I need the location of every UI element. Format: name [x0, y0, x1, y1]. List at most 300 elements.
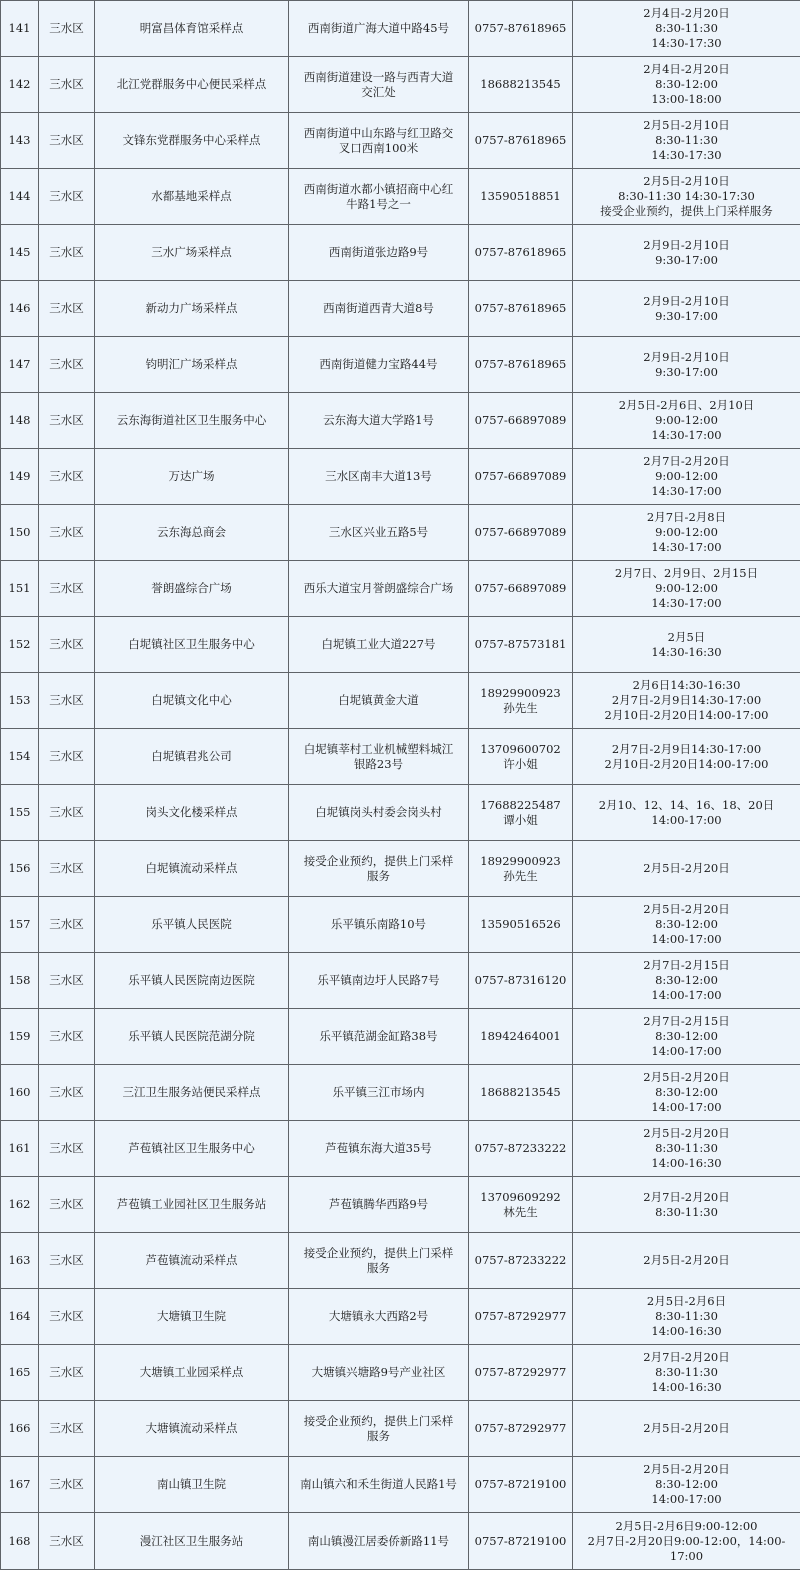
hours-cell [573, 841, 800, 897]
row-number-cell: 158 [1, 953, 39, 1009]
site-name-line: 明富昌体育馆采样点 [139, 21, 244, 35]
hours-line: 9:30-17:00 [655, 364, 718, 379]
phone-cell [469, 1065, 573, 1121]
district-cell: 三水区 [39, 1513, 95, 1570]
phone-cell [469, 225, 573, 281]
address-line: 西南街道中山东路与红卫路交 [303, 125, 454, 140]
hours-cell [573, 57, 800, 113]
table-row [1, 673, 800, 729]
hours-cell [573, 1009, 800, 1065]
address-line: 南山镇漫江居委侨新路11号 [307, 1533, 450, 1548]
row-number-cell: 153 [1, 673, 39, 729]
site-name-line: 大塘镇流动采样点 [145, 1421, 238, 1435]
table-body [1, 1, 800, 1570]
hours-cell [573, 1345, 800, 1401]
address-cell [289, 1, 469, 57]
phone-line: 0757-87618965 [474, 245, 567, 259]
row-number-cell: 163 [1, 1233, 39, 1289]
row-number-cell: 165 [1, 1345, 39, 1401]
phone-cell [469, 1177, 573, 1233]
row-number-cell: 143 [1, 113, 39, 169]
hours-cell [573, 897, 800, 953]
hours-cell [573, 169, 800, 225]
address-line: 乐平镇南边圩人民路7号 [317, 973, 440, 987]
phone-line: 谭小姐 [503, 812, 538, 827]
district-cell: 三水区 [39, 785, 95, 841]
site-name-line: 云东海总商会 [157, 525, 226, 539]
site-name-cell [95, 449, 289, 505]
phone-line: 17688225487 [480, 797, 561, 812]
address-line: 三水区兴业五路5号 [328, 525, 429, 539]
phone-line: 0757-87618965 [474, 21, 567, 35]
district-cell: 三水区 [39, 57, 95, 113]
address-line: 银路23号 [353, 756, 404, 771]
site-name-line: 大塘镇工业园采样点 [139, 1365, 244, 1379]
phone-cell [469, 505, 573, 561]
table-row [1, 729, 800, 785]
site-name-cell [95, 1513, 289, 1570]
row-number-cell: 167 [1, 1457, 39, 1513]
site-name-cell [95, 225, 289, 281]
phone-line: 0757-87618965 [474, 133, 567, 147]
site-name-line: 芦苞镇工业园社区卫生服务站 [116, 1197, 267, 1211]
address-line: 接受企业预约，提供上门采样 [303, 1413, 454, 1428]
table-row [1, 1009, 800, 1065]
site-name-line: 白坭镇君兆公司 [151, 749, 232, 763]
address-cell [289, 1289, 469, 1345]
table-row [1, 1121, 800, 1177]
table-row [1, 393, 800, 449]
address-cell [289, 897, 469, 953]
phone-cell [469, 1009, 573, 1065]
site-name-cell [95, 1121, 289, 1177]
hours-line: 8:30-11:30 [655, 1141, 718, 1155]
phone-cell [469, 1121, 573, 1177]
hours-line: 14:00-17:00 [651, 988, 722, 1002]
hours-line: 9:00-12:00 [655, 469, 718, 483]
phone-line: 0757-87292977 [474, 1421, 567, 1435]
phone-line: 许小姐 [503, 756, 538, 771]
hours-line: 2月5日-2月20日 [643, 1070, 730, 1084]
phone-cell [469, 673, 573, 729]
phone-line: 18929900923 [480, 685, 561, 700]
hours-line: 2月7日-2月20日9:00-12:00，14:00- [587, 1533, 786, 1548]
hours-line: 2月7日-2月20日 [643, 454, 730, 468]
hours-cell [573, 449, 800, 505]
phone-line: 0757-87316120 [474, 973, 567, 987]
row-number-cell: 148 [1, 393, 39, 449]
hours-line: 2月9日-2月10日 [643, 293, 730, 308]
table-row [1, 1, 800, 57]
address-line: 乐平镇范湖金缸路38号 [319, 1029, 438, 1043]
hours-line: 14:00-17:00 [651, 1044, 722, 1058]
phone-line: 0757-87219100 [474, 1477, 567, 1491]
phone-line: 孙先生 [503, 868, 538, 883]
address-line: 乐平镇三江市场内 [332, 1085, 425, 1099]
address-line: 南山镇六和禾生街道人民路1号 [300, 1477, 457, 1491]
hours-line: 14:00-16:30 [651, 1380, 722, 1394]
site-name-cell [95, 57, 289, 113]
address-line: 交汇处 [361, 84, 396, 99]
hours-cell [573, 1457, 800, 1513]
district-cell: 三水区 [39, 1065, 95, 1121]
row-number-cell: 160 [1, 1065, 39, 1121]
address-cell [289, 225, 469, 281]
hours-line: 8:30-11:30 [655, 1309, 718, 1323]
table-row [1, 1289, 800, 1345]
site-name-line: 岗头文化楼采样点 [145, 805, 238, 819]
row-number-cell: 161 [1, 1121, 39, 1177]
address-line: 西乐大道宝月誉朗盛综合广场 [303, 581, 454, 595]
site-name-line: 白坭镇文化中心 [151, 693, 232, 707]
address-cell [289, 1065, 469, 1121]
hours-line: 14:30-17:00 [651, 540, 722, 554]
hours-line: 8:30-12:00 [655, 973, 718, 987]
phone-line: 0757-66897089 [474, 581, 567, 595]
phone-cell [469, 1, 573, 57]
hours-line: 2月5日-2月6日、2月10日 [618, 398, 755, 412]
table-row [1, 953, 800, 1009]
address-line: 乐平镇乐南路10号 [330, 917, 427, 931]
hours-line: 2月9日-2月10日 [643, 237, 730, 252]
row-number-cell: 144 [1, 169, 39, 225]
row-number-cell: 146 [1, 281, 39, 337]
row-number-cell: 151 [1, 561, 39, 617]
site-name-line: 万达广场 [168, 469, 215, 483]
address-line: 白坭镇莘村工业机械塑料城江 [303, 741, 454, 756]
hours-cell [573, 1233, 800, 1289]
phone-line: 孙先生 [503, 700, 538, 715]
district-cell: 三水区 [39, 449, 95, 505]
hours-line: 2月7日、2月9日、2月15日 [614, 566, 759, 580]
table-row [1, 1177, 800, 1233]
site-name-line: 水都基地采样点 [151, 189, 232, 203]
district-cell: 三水区 [39, 1401, 95, 1457]
address-line: 白坭镇黄金大道 [338, 693, 419, 707]
hours-cell [573, 1065, 800, 1121]
hours-line: 2月7日-2月9日14:30-17:00 [611, 693, 762, 707]
address-line: 牛路1号之一 [346, 196, 411, 211]
table-row [1, 785, 800, 841]
site-name-line: 芦苞镇社区卫生服务中心 [128, 1141, 255, 1155]
phone-cell [469, 729, 573, 785]
address-line: 西南街道西青大道8号 [323, 301, 434, 315]
address-cell [289, 1401, 469, 1457]
address-cell [289, 673, 469, 729]
address-line: 服务 [367, 1428, 390, 1443]
row-number-cell: 157 [1, 897, 39, 953]
district-cell: 三水区 [39, 393, 95, 449]
district-cell: 三水区 [39, 841, 95, 897]
district-cell: 三水区 [39, 1233, 95, 1289]
address-line: 接受企业预约，提供上门采样 [303, 853, 454, 868]
phone-line: 18929900923 [480, 853, 561, 868]
hours-line: 9:00-12:00 [655, 581, 718, 595]
site-name-cell [95, 1289, 289, 1345]
table-row [1, 617, 800, 673]
hours-line: 接受企业预约，提供上门采样服务 [600, 204, 773, 218]
site-name-line: 白坭镇社区卫生服务中心 [128, 637, 255, 651]
address-line: 接受企业预约，提供上门采样 [303, 1245, 454, 1260]
hours-line: 2月5日-2月6日9:00-12:00 [615, 1518, 758, 1533]
site-name-line: 南山镇卫生院 [157, 1477, 226, 1491]
district-cell: 三水区 [39, 1289, 95, 1345]
phone-line: 13590518851 [480, 189, 561, 203]
district-cell: 三水区 [39, 729, 95, 785]
row-number-cell: 150 [1, 505, 39, 561]
district-cell: 三水区 [39, 1457, 95, 1513]
hours-line: 8:30-11:30 [655, 1365, 718, 1379]
phone-line: 0757-87292977 [474, 1309, 567, 1323]
table-row [1, 841, 800, 897]
table-row [1, 561, 800, 617]
district-cell: 三水区 [39, 225, 95, 281]
address-cell [289, 505, 469, 561]
district-cell: 三水区 [39, 281, 95, 337]
address-cell [289, 337, 469, 393]
phone-line: 18688213545 [480, 77, 561, 91]
hours-line: 2月7日-2月15日 [643, 958, 730, 972]
phone-line: 0757-66897089 [474, 413, 567, 427]
hours-line: 2月5日-2月20日 [643, 1253, 730, 1267]
table-row [1, 281, 800, 337]
site-name-cell [95, 1457, 289, 1513]
hours-line: 2月5日-2月20日 [643, 1421, 730, 1435]
hours-cell [573, 505, 800, 561]
phone-cell [469, 281, 573, 337]
hours-line: 14:30-17:30 [651, 148, 722, 162]
phone-line: 0757-87618965 [474, 301, 567, 315]
phone-cell [469, 561, 573, 617]
hours-line: 2月5日-2月20日 [643, 1126, 730, 1140]
hours-cell [573, 281, 800, 337]
table-row [1, 169, 800, 225]
district-cell: 三水区 [39, 953, 95, 1009]
row-number-cell: 145 [1, 225, 39, 281]
hours-line: 2月5日-2月10日 [643, 174, 730, 188]
address-line: 大塘镇永大西路2号 [328, 1309, 429, 1323]
address-cell [289, 393, 469, 449]
hours-cell [573, 729, 800, 785]
site-name-cell [95, 1233, 289, 1289]
site-name-cell [95, 169, 289, 225]
site-name-cell [95, 393, 289, 449]
site-name-cell [95, 841, 289, 897]
row-number-cell: 147 [1, 337, 39, 393]
table-row [1, 1401, 800, 1457]
hours-line: 14:30-16:30 [651, 644, 722, 659]
phone-line: 0757-87573181 [474, 637, 567, 651]
site-name-cell [95, 1, 289, 57]
site-name-cell [95, 953, 289, 1009]
district-cell: 三水区 [39, 505, 95, 561]
site-name-line: 三江卫生服务站便民采样点 [122, 1085, 261, 1099]
hours-line: 2月4日-2月20日 [643, 6, 730, 20]
hours-line: 14:00-17:00 [651, 1492, 722, 1506]
row-number-cell: 166 [1, 1401, 39, 1457]
hours-line: 2月7日-2月9日14:30-17:00 [611, 741, 762, 756]
hours-line: 2月10日-2月20日14:00-17:00 [604, 708, 769, 722]
phone-cell [469, 1513, 573, 1570]
hours-line: 8:30-11:30 [655, 1204, 718, 1219]
site-name-line: 白坭镇流动采样点 [145, 861, 238, 875]
hours-cell [573, 393, 800, 449]
phone-line: 林先生 [503, 1204, 538, 1219]
hours-line: 2月4日-2月20日 [643, 62, 730, 76]
hours-cell [573, 1, 800, 57]
site-name-line: 新动力广场采样点 [145, 301, 238, 315]
hours-cell [573, 561, 800, 617]
hours-line: 17:00 [669, 1548, 704, 1563]
address-cell [289, 1177, 469, 1233]
table-row [1, 1457, 800, 1513]
hours-cell [573, 953, 800, 1009]
address-line: 服务 [367, 868, 390, 883]
site-name-cell [95, 505, 289, 561]
hours-line: 2月10日-2月20日14:00-17:00 [604, 756, 769, 771]
phone-cell [469, 393, 573, 449]
row-number-cell: 168 [1, 1513, 39, 1570]
site-name-cell [95, 1065, 289, 1121]
hours-line: 2月5日-2月10日 [643, 118, 730, 132]
address-line: 白坭镇工业大道227号 [321, 637, 436, 651]
row-number-cell: 152 [1, 617, 39, 673]
address-line: 叉口西南100米 [338, 140, 419, 155]
district-cell: 三水区 [39, 337, 95, 393]
site-name-line: 芦苞镇流动采样点 [145, 1253, 238, 1267]
site-name-cell [95, 673, 289, 729]
table-row [1, 1233, 800, 1289]
phone-line: 13590516526 [480, 917, 561, 931]
phone-line: 18942464001 [480, 1029, 561, 1043]
phone-cell [469, 337, 573, 393]
row-number-cell: 164 [1, 1289, 39, 1345]
phone-line: 13709609292 [480, 1189, 561, 1204]
row-number-cell: 149 [1, 449, 39, 505]
hours-cell [573, 113, 800, 169]
row-number-cell: 141 [1, 1, 39, 57]
phone-line: 18688213545 [480, 1085, 561, 1099]
site-name-line: 大塘镇卫生院 [157, 1309, 226, 1323]
hours-line: 2月10、12、14、16、18、20日 [598, 797, 775, 812]
row-number-cell: 162 [1, 1177, 39, 1233]
site-name-line: 乐平镇人民医院 [151, 917, 232, 931]
phone-cell [469, 841, 573, 897]
hours-line: 2月5日-2月20日 [643, 861, 730, 875]
hours-line: 2月9日-2月10日 [643, 349, 730, 364]
site-name-cell [95, 337, 289, 393]
district-cell: 三水区 [39, 1009, 95, 1065]
district-cell: 三水区 [39, 1345, 95, 1401]
address-line: 西南街道健力宝路44号 [319, 357, 438, 371]
address-cell [289, 281, 469, 337]
address-line: 云东海大道大学路1号 [323, 413, 434, 427]
address-line: 服务 [367, 1260, 390, 1275]
site-name-cell [95, 1009, 289, 1065]
address-line: 西南街道张边路9号 [328, 245, 429, 259]
hours-cell [573, 785, 800, 841]
address-cell [289, 785, 469, 841]
district-cell: 三水区 [39, 113, 95, 169]
address-line: 大塘镇兴塘路9号产业社区 [311, 1365, 446, 1379]
table-row [1, 1513, 800, 1570]
address-cell [289, 169, 469, 225]
address-cell [289, 1009, 469, 1065]
hours-cell [573, 1177, 800, 1233]
hours-line: 14:00-16:30 [651, 1324, 722, 1338]
phone-cell [469, 113, 573, 169]
address-line: 白坭镇岗头村委会岗头村 [315, 805, 442, 819]
site-name-line: 文锋东党群服务中心采样点 [122, 133, 261, 147]
address-line: 西南街道广海大道中路45号 [307, 21, 450, 35]
hours-line: 8:30-12:00 [655, 1085, 718, 1099]
hours-line: 2月6日14:30-16:30 [632, 678, 741, 692]
table-row [1, 505, 800, 561]
row-number-cell: 155 [1, 785, 39, 841]
site-name-line: 乐平镇人民医院范湖分院 [128, 1029, 255, 1043]
address-cell [289, 729, 469, 785]
hours-cell [573, 617, 800, 673]
address-cell [289, 953, 469, 1009]
district-cell: 三水区 [39, 1177, 95, 1233]
district-cell: 三水区 [39, 1, 95, 57]
hours-cell [573, 225, 800, 281]
hours-line: 9:00-12:00 [655, 413, 718, 427]
address-cell [289, 1233, 469, 1289]
table-row [1, 337, 800, 393]
table-row [1, 1065, 800, 1121]
phone-cell [469, 449, 573, 505]
site-name-cell [95, 1401, 289, 1457]
hours-line: 2月5日-2月6日 [646, 1294, 727, 1308]
hours-line: 9:00-12:00 [655, 525, 718, 539]
hours-line: 9:30-17:00 [655, 308, 718, 323]
hours-cell [573, 1289, 800, 1345]
address-line: 芦苞镇腾华西路9号 [328, 1197, 429, 1211]
table-row [1, 57, 800, 113]
address-cell [289, 617, 469, 673]
phone-cell [469, 1401, 573, 1457]
hours-line: 2月5日-2月20日 [643, 1462, 730, 1476]
phone-cell [469, 1289, 573, 1345]
hours-cell [573, 1513, 800, 1570]
table-row [1, 113, 800, 169]
row-number-cell: 156 [1, 841, 39, 897]
hours-line: 8:30-12:00 [655, 1029, 718, 1043]
district-cell: 三水区 [39, 169, 95, 225]
address-cell [289, 1457, 469, 1513]
row-number-cell: 159 [1, 1009, 39, 1065]
site-name-cell [95, 561, 289, 617]
address-cell [289, 841, 469, 897]
hours-line: 2月7日-2月8日 [646, 510, 727, 524]
phone-line: 0757-66897089 [474, 469, 567, 483]
hours-line: 14:00-17:00 [651, 812, 722, 827]
hours-line: 14:00-17:00 [651, 1100, 722, 1114]
district-cell: 三水区 [39, 897, 95, 953]
hours-line: 14:00-17:00 [651, 932, 722, 946]
hours-line: 2月5日 [667, 629, 706, 644]
site-name-cell [95, 1345, 289, 1401]
district-cell: 三水区 [39, 673, 95, 729]
hours-line: 8:30-11:30 [655, 21, 718, 35]
district-cell: 三水区 [39, 1121, 95, 1177]
hours-line: 13:00-18:00 [651, 92, 722, 106]
site-name-line: 钧明汇广场采样点 [145, 357, 238, 371]
phone-cell [469, 57, 573, 113]
site-name-line: 漫江社区卫生服务站 [139, 1533, 244, 1548]
phone-cell [469, 785, 573, 841]
